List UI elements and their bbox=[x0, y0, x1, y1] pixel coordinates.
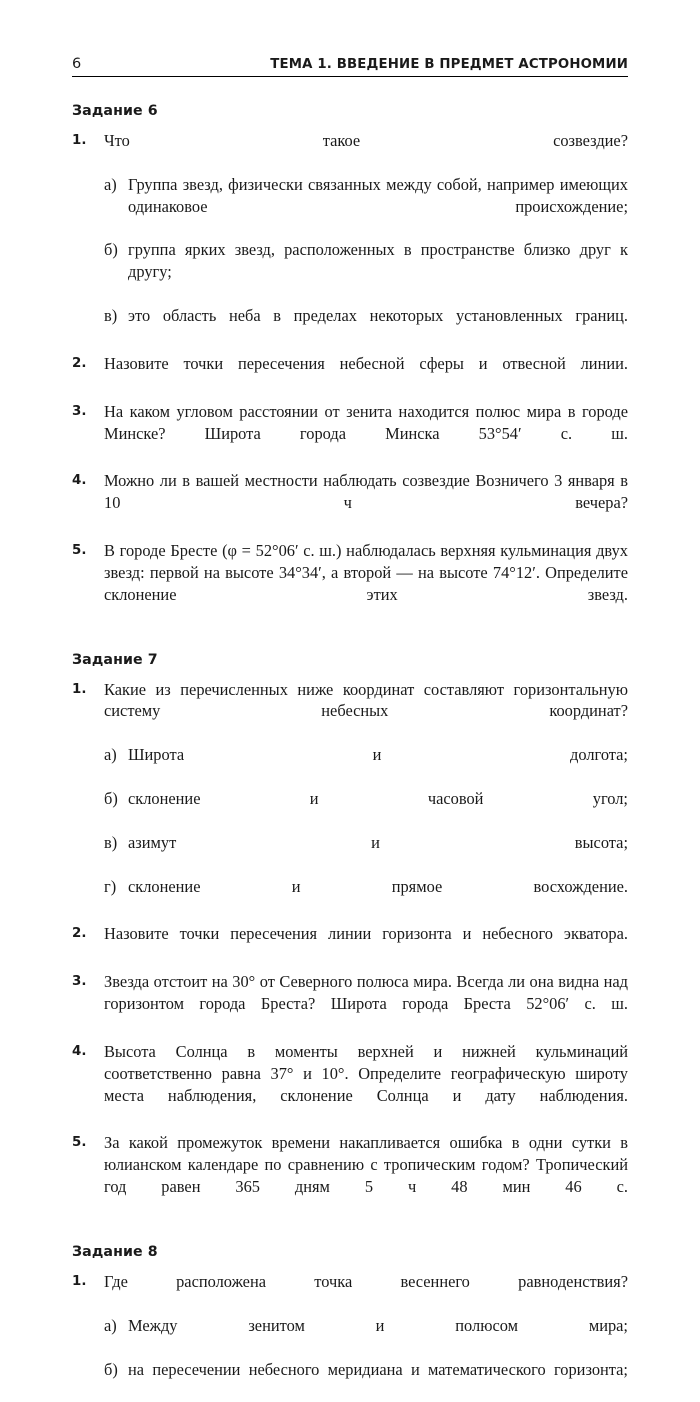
option-letter: б) bbox=[104, 1359, 118, 1379]
option-text: группа ярких звезд, расположенных в пространстве близко друг к другу; bbox=[128, 240, 628, 282]
question-item bbox=[72, 470, 628, 536]
option-item bbox=[104, 1315, 628, 1359]
question-item bbox=[72, 679, 628, 920]
option-text: склонение и часовой угол; bbox=[128, 789, 628, 809]
option-letter: в) bbox=[104, 832, 118, 852]
option-item bbox=[104, 239, 628, 305]
page-number: 6 bbox=[72, 56, 82, 72]
option-list bbox=[104, 1315, 628, 1402]
question-text: Назовите точки пересечения небесной сферы и отвесной линии. bbox=[104, 353, 628, 373]
option-item bbox=[104, 832, 628, 876]
option-text: Группа звезд, физически связанных между собой, например имеющих одинаковое происхождение; bbox=[128, 174, 628, 216]
question-text: Какие из перечисленных ниже координат составляют горизонтальную систему небесных координат? bbox=[104, 679, 628, 721]
option-item bbox=[104, 744, 628, 788]
option-text: Между зенитом и полюсом мира; bbox=[128, 1315, 628, 1335]
question-text: Можно ли в вашей местности наблюдать созвездие Возничего 3 января в 10 ч вечера? bbox=[104, 471, 628, 513]
task-block bbox=[72, 1244, 628, 1402]
option-text: Широта и долгота; bbox=[128, 745, 628, 765]
question-number: 3. bbox=[72, 974, 87, 990]
question-number: 1. bbox=[72, 133, 87, 148]
question-text: Звезда отстоит на 30° от Северного полюса мира. Всегда ли она видна над горизонтом города Бреста? Широта города Бреста 52°06′ с. ш. bbox=[104, 972, 628, 1014]
question-text: Где расположена точка весеннего равноденствия? bbox=[104, 1271, 628, 1291]
option-item bbox=[104, 174, 628, 240]
question-number: 1. bbox=[72, 681, 87, 697]
running-head bbox=[72, 0, 628, 77]
task-heading: Задание 7 bbox=[72, 651, 158, 668]
option-letter: а) bbox=[104, 174, 117, 194]
option-letter: а) bbox=[104, 1315, 117, 1335]
option-letter: а) bbox=[104, 745, 117, 765]
task-heading: Задание 6 bbox=[72, 103, 158, 119]
option-item bbox=[104, 788, 628, 832]
question-item bbox=[72, 130, 628, 349]
option-text: азимут и высота; bbox=[128, 832, 628, 852]
question-item bbox=[72, 401, 628, 467]
question-item bbox=[72, 540, 628, 628]
question-number: 2. bbox=[72, 926, 87, 942]
option-letter: б) bbox=[104, 789, 118, 809]
question-text: Высота Солнца в моменты верхней и нижней кульминаций соответственно равна 37° и 10°. Определите географическую широту места наблюдения, склонение Солнца и дату наблюдения. bbox=[104, 1041, 628, 1105]
option-list bbox=[104, 174, 628, 349]
question-text: Что такое созвездие? bbox=[104, 131, 628, 150]
question-number: 5. bbox=[72, 1135, 87, 1151]
task-block bbox=[72, 652, 628, 1220]
option-letter: в) bbox=[104, 306, 118, 326]
question-text: За какой промежуток времени накапливается ошибка в одни сутки в юлианском календаре по сравнению с тропическим годом? Тропический год равен 365 дням 5 ч 48 мин 46 с. bbox=[104, 1133, 628, 1197]
option-item bbox=[104, 1359, 628, 1402]
question-number: 2. bbox=[72, 355, 87, 371]
task-heading: Задание 8 bbox=[72, 1243, 158, 1260]
question-item bbox=[72, 353, 628, 397]
page-body bbox=[72, 103, 628, 1402]
option-text: склонение и прямое восхождение. bbox=[128, 876, 628, 896]
option-text: на пересечении небесного меридиана и математического горизонта; bbox=[128, 1359, 628, 1379]
question-item bbox=[72, 971, 628, 1037]
question-item bbox=[72, 1041, 628, 1129]
question-number: 5. bbox=[72, 543, 87, 559]
option-list bbox=[104, 744, 628, 919]
question-number: 4. bbox=[72, 473, 87, 489]
option-item bbox=[104, 305, 628, 349]
option-letter: г) bbox=[104, 876, 117, 896]
question-item bbox=[72, 1271, 628, 1402]
option-item bbox=[104, 876, 628, 920]
question-text: В городе Бресте (φ = 52°06′ с. ш.) наблюдалась верхняя кульминация двух звезд: первой на высоте 34°34′, а второй — на высоте 74°12′. Определите склонение этих звезд. bbox=[104, 541, 628, 604]
running-head-title: ТЕМА 1. ВВЕДЕНИЕ В ПРЕДМЕТ АСТРОНОМИИ bbox=[270, 57, 628, 72]
question-number: 3. bbox=[72, 403, 87, 419]
question-number: 4. bbox=[72, 1043, 87, 1059]
question-text: На каком угловом расстоянии от зенита находится полюс мира в городе Минске? Широта города Минска 53°54′ с. ш. bbox=[104, 401, 628, 443]
option-letter: б) bbox=[104, 240, 118, 260]
option-text: это область неба в пределах некоторых установленных границ. bbox=[128, 306, 628, 326]
question-item bbox=[72, 923, 628, 967]
question-number: 1. bbox=[72, 1273, 87, 1289]
question-text: Назовите точки пересечения линии горизонта и небесного экватора. bbox=[104, 924, 628, 944]
task-block bbox=[72, 103, 628, 628]
question-item bbox=[72, 1132, 628, 1220]
